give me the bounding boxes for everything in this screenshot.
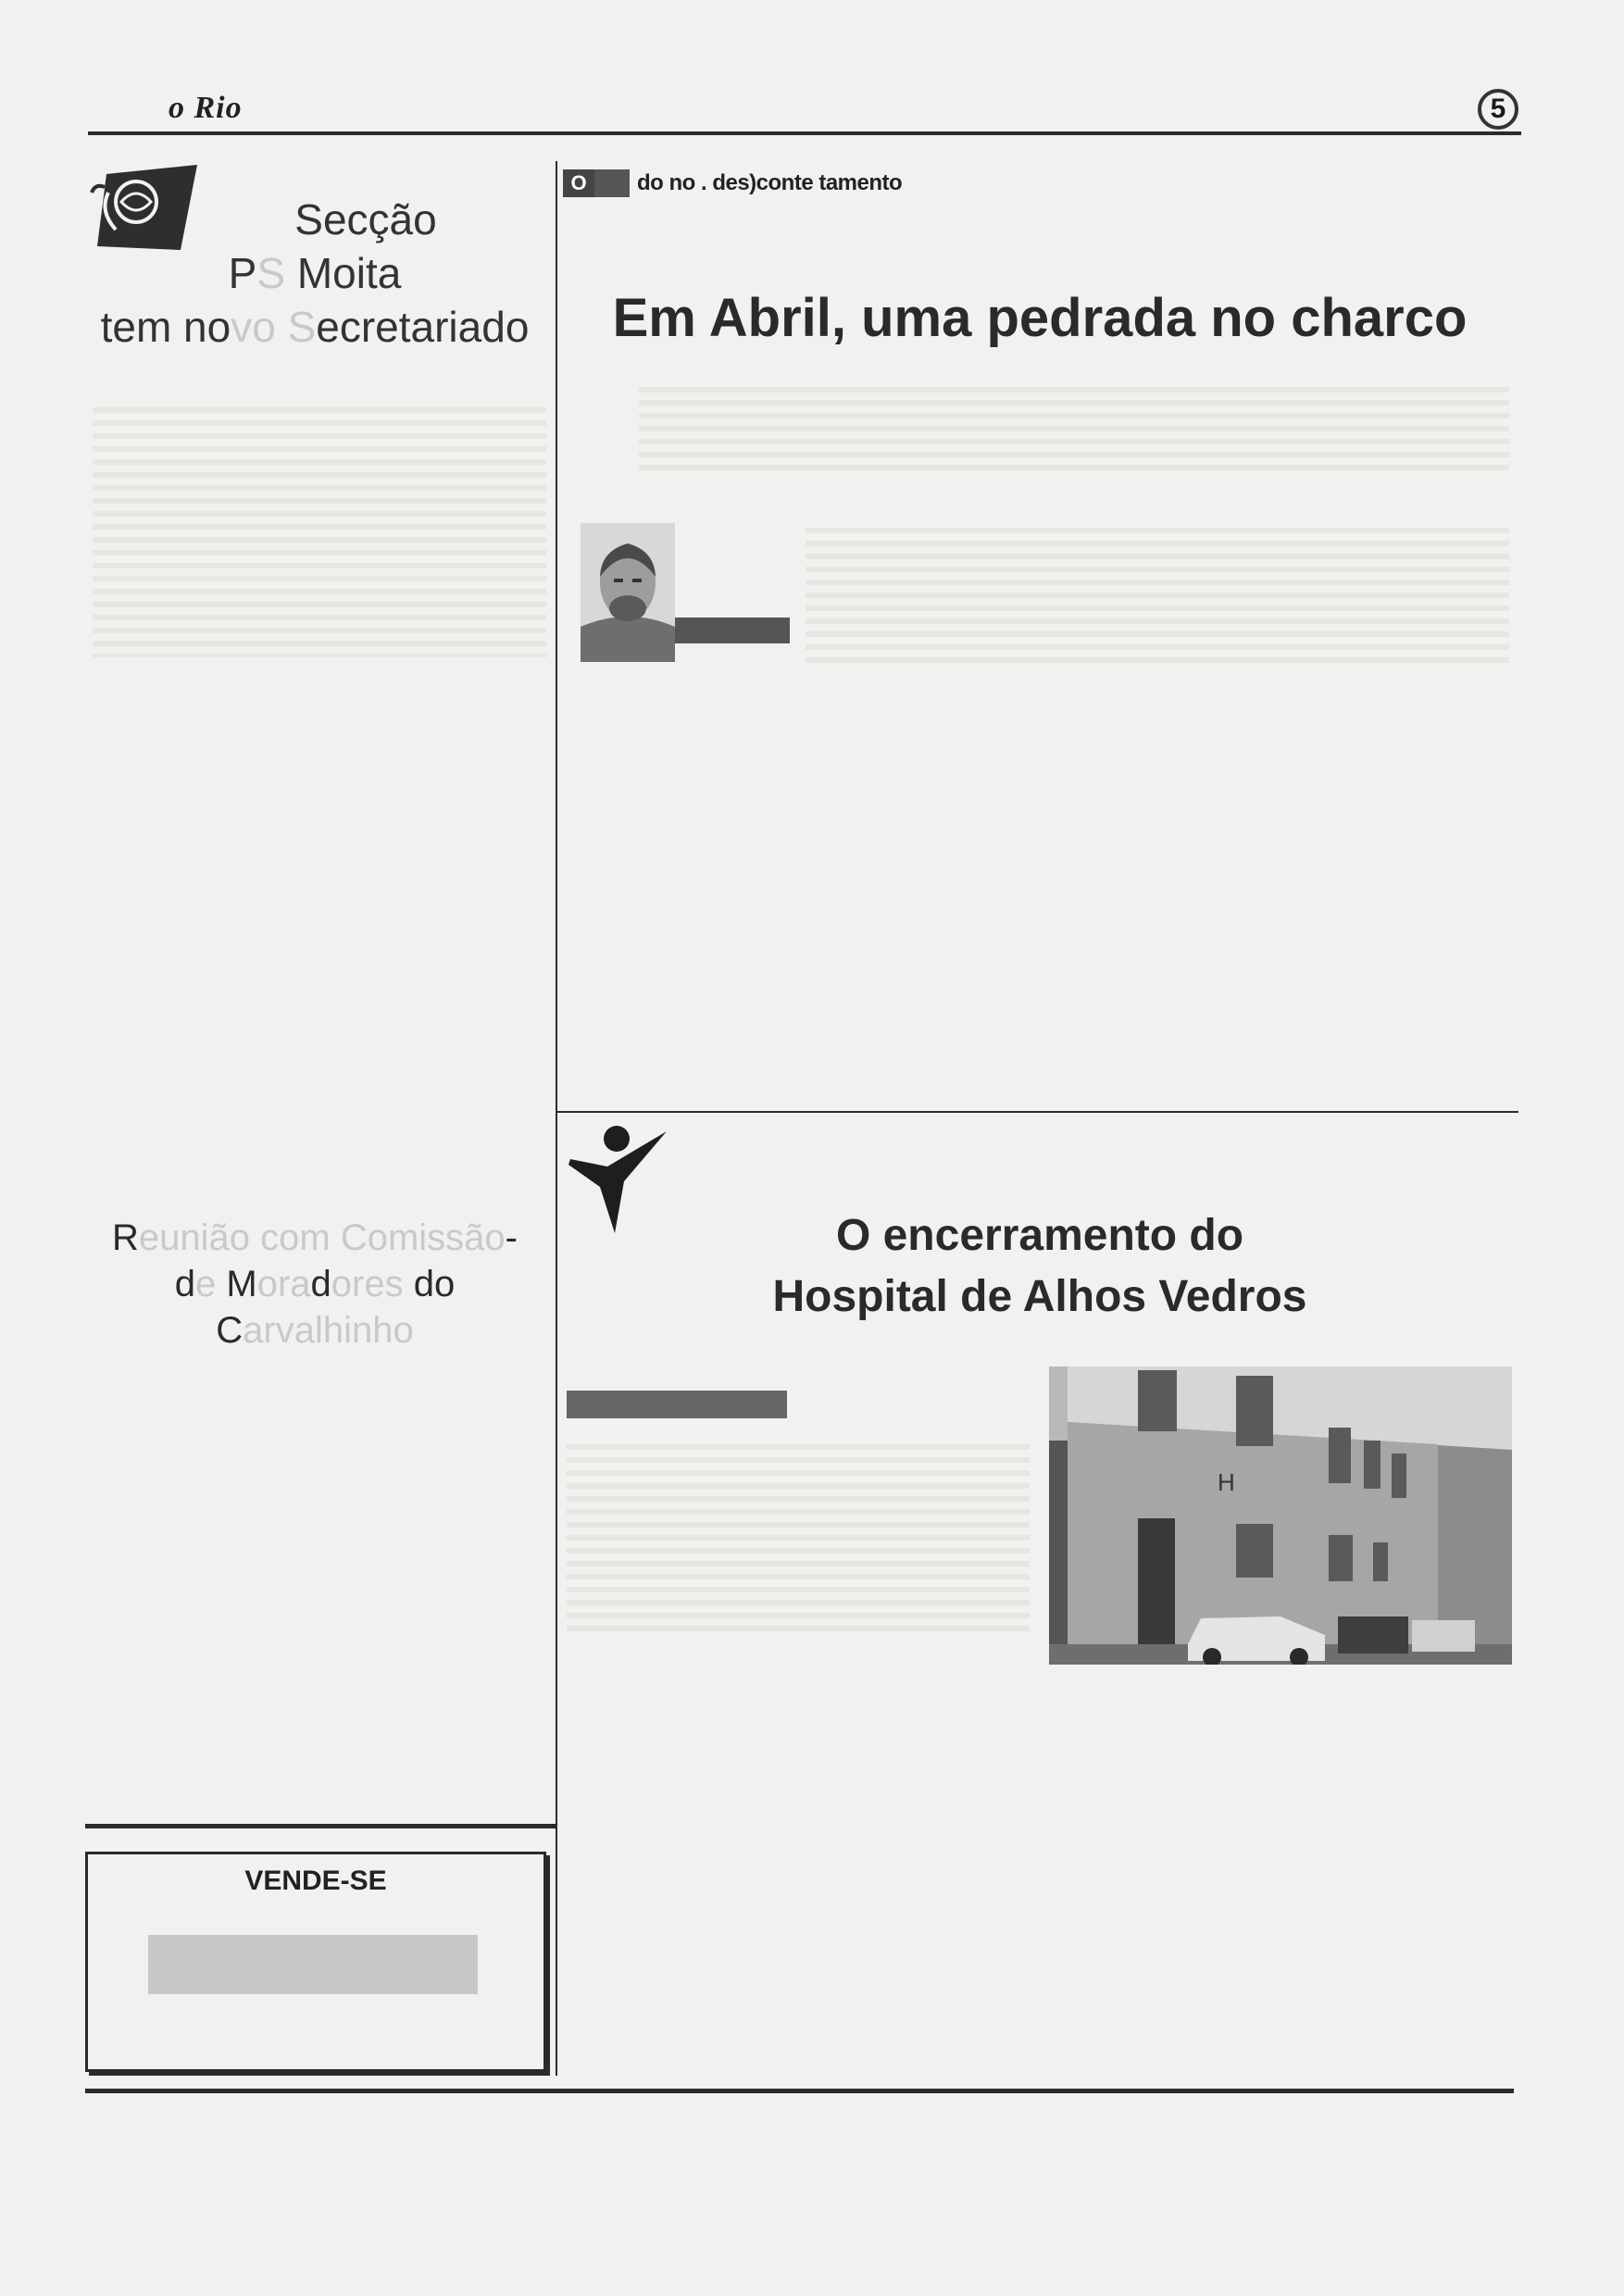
headline-pedrada: Em Abril, uma pedrada no charco [612,288,1468,348]
title-fragment: R [112,1217,139,1258]
title-fragment: - [505,1217,518,1258]
left-article-1-title [83,193,546,354]
title-fragment: Moita [285,249,402,297]
headline-hospital [561,1205,1518,1328]
title-line-3 [83,300,546,354]
classified-body [148,1935,478,1994]
article-2-body [567,1444,1030,1639]
title-fragment: d [174,1264,196,1304]
title-fragment: ores [331,1264,404,1304]
svg-text:H: H [1218,1468,1235,1496]
title-line-1 [83,1215,546,1261]
article-lead [639,387,1509,470]
title-fragment: vo S [231,303,317,351]
title-fragment: arvalhinho [243,1310,414,1351]
title-fragment: tem no [100,303,231,351]
title-fragment: e [195,1264,227,1304]
title-line-1: Secção [294,195,437,243]
headline-line-1: O encerramento do [835,1211,1244,1260]
title-fragment: ecretariado [316,303,530,351]
kicker-box: O [563,169,594,197]
left-column-divider [85,1824,557,1828]
kicker [563,168,902,198]
author-portrait [581,523,675,662]
kicker-text: do no . des)conte tamento [637,170,903,195]
portrait-caption-bar [675,618,790,643]
left-article-1-body [93,407,546,657]
page-number: 5 [1478,89,1518,130]
title-line-3 [83,1307,546,1354]
title-fragment: eunião com Comissão [138,1217,506,1258]
title-fragment: do [403,1264,456,1304]
title-fragment: ora [256,1264,311,1304]
title-fragment: M [226,1264,257,1304]
hospital-building-photo [1049,1366,1512,1665]
left-article-2-title [83,1215,546,1354]
title-line-2 [83,1261,546,1307]
title-fragment: d [310,1264,331,1304]
kicker-bar [594,169,630,197]
title-fragment: C [216,1310,244,1351]
byline-bar [567,1391,787,1418]
title-fragment: P [228,249,257,297]
classified-title: VENDE-SE [244,1866,387,1896]
section-divider [557,1111,1518,1113]
header-rule [88,131,1521,135]
title-fragment: S [256,249,286,297]
title-line-2 [83,246,546,300]
footer-rule [85,2089,1514,2093]
column-divider [556,161,557,2076]
masthead: o Rio [169,91,243,125]
article-1-body [806,528,1509,667]
headline-line-2: Hospital de Alhos Vedros [772,1272,1307,1321]
